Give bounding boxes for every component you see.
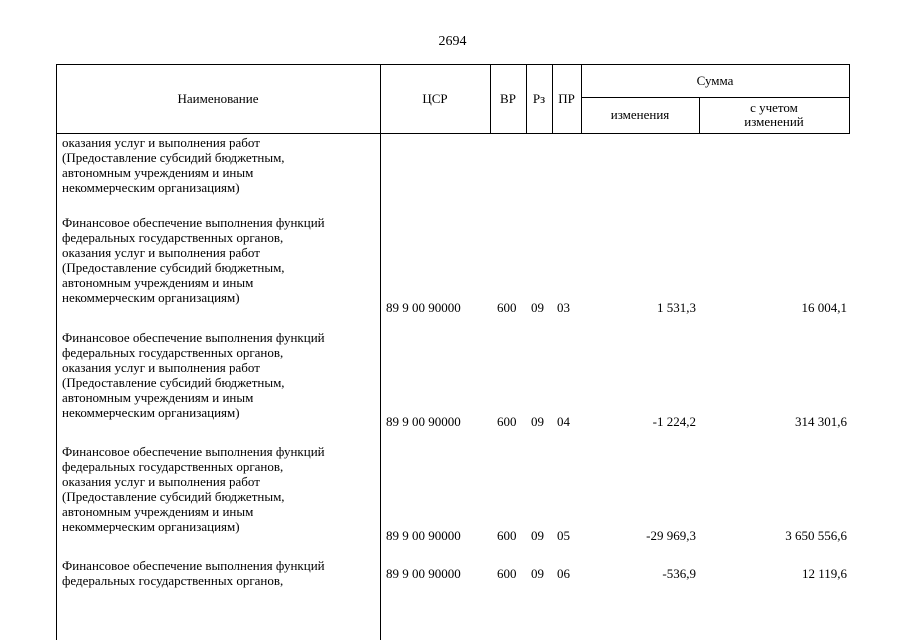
- cell-total: 3 650 556,6: [785, 528, 847, 543]
- name-line: федеральных государственных органов,: [62, 459, 284, 474]
- cell-change: -536,9: [662, 566, 696, 581]
- cell-vr: 600: [497, 300, 517, 315]
- header-total-line1: с учетом: [750, 100, 798, 115]
- name-line: автономным учреждениям и иным: [62, 390, 254, 405]
- cell-rz: 09: [531, 414, 544, 429]
- table-header: [56, 64, 850, 134]
- name-line: автономным учреждениям и иным: [62, 275, 254, 290]
- cell-pr: 06: [557, 566, 570, 581]
- cell-csr: 89 9 00 90000: [386, 300, 461, 315]
- header-change: изменения: [610, 107, 670, 122]
- name-line: (Предоставление субсидий бюджетным,: [62, 489, 285, 504]
- name-line: автономным учреждениям и иным: [62, 504, 254, 519]
- header-pr: ПР: [558, 91, 575, 106]
- name-line: Финансовое обеспечение выполнения функций: [62, 330, 325, 345]
- name-line: некоммерческим организациям): [62, 180, 240, 195]
- table-row-name: [62, 330, 375, 420]
- header-border-right: [849, 65, 850, 133]
- cell-pr: 04: [557, 414, 570, 429]
- name-line: оказания услуг и выполнения работ: [62, 360, 260, 375]
- page-number: 2694: [438, 34, 467, 49]
- cell-total: 12 119,6: [801, 566, 847, 581]
- name-line: федеральных государственных органов,: [62, 230, 284, 245]
- cell-change: -1 224,2: [652, 414, 696, 429]
- body-border-left: [56, 132, 57, 640]
- name-line: федеральных государственных органов,: [62, 345, 284, 360]
- header-rz: Рз: [532, 91, 546, 106]
- name-line: автономным учреждениям и иным: [62, 165, 254, 180]
- cell-rz: 09: [531, 528, 544, 543]
- table-row-name: [62, 135, 375, 195]
- cell-rz: 09: [531, 566, 544, 581]
- name-line: федеральных государственных органов,: [62, 573, 284, 588]
- name-line: некоммерческим организациям): [62, 405, 240, 420]
- header-csr: ЦСР: [422, 91, 448, 106]
- header-name: Наименование: [177, 91, 259, 106]
- name-line: некоммерческим организациям): [62, 290, 240, 305]
- cell-vr: 600: [497, 414, 517, 429]
- name-line: (Предоставление субсидий бюджетным,: [62, 375, 285, 390]
- cell-csr: 89 9 00 90000: [386, 566, 461, 581]
- name-line: Финансовое обеспечение выполнения функций: [62, 444, 325, 459]
- name-line: Финансовое обеспечение выполнения функций: [62, 558, 325, 573]
- header-total: [699, 97, 849, 133]
- cell-pr: 05: [557, 528, 570, 543]
- cell-total: 16 004,1: [801, 300, 847, 315]
- cell-pr: 03: [557, 300, 570, 315]
- cell-csr: 89 9 00 90000: [386, 414, 461, 429]
- header-sum: Сумма: [696, 73, 734, 88]
- cell-total: 314 301,6: [795, 414, 847, 429]
- body-divider-name: [380, 132, 381, 640]
- cell-vr: 600: [497, 528, 517, 543]
- cell-change: -29 969,3: [646, 528, 696, 543]
- name-line: (Предоставление субсидий бюджетным,: [62, 150, 285, 165]
- header-vr: ВР: [500, 91, 516, 106]
- table-row-name: [62, 444, 375, 534]
- name-line: Финансовое обеспечение выполнения функций: [62, 215, 325, 230]
- name-line: (Предоставление субсидий бюджетным,: [62, 260, 285, 275]
- cell-csr: 89 9 00 90000: [386, 528, 461, 543]
- table-row-name: [62, 558, 375, 588]
- cell-vr: 600: [497, 566, 517, 581]
- header-total-line2: изменений: [744, 114, 804, 129]
- table-row-name: [62, 215, 375, 305]
- cell-change: 1 531,3: [657, 300, 696, 315]
- name-line: оказания услуг и выполнения работ: [62, 474, 260, 489]
- name-line: некоммерческим организациям): [62, 519, 240, 534]
- name-line: оказания услуг и выполнения работ: [62, 135, 260, 150]
- cell-rz: 09: [531, 300, 544, 315]
- name-line: оказания услуг и выполнения работ: [62, 245, 260, 260]
